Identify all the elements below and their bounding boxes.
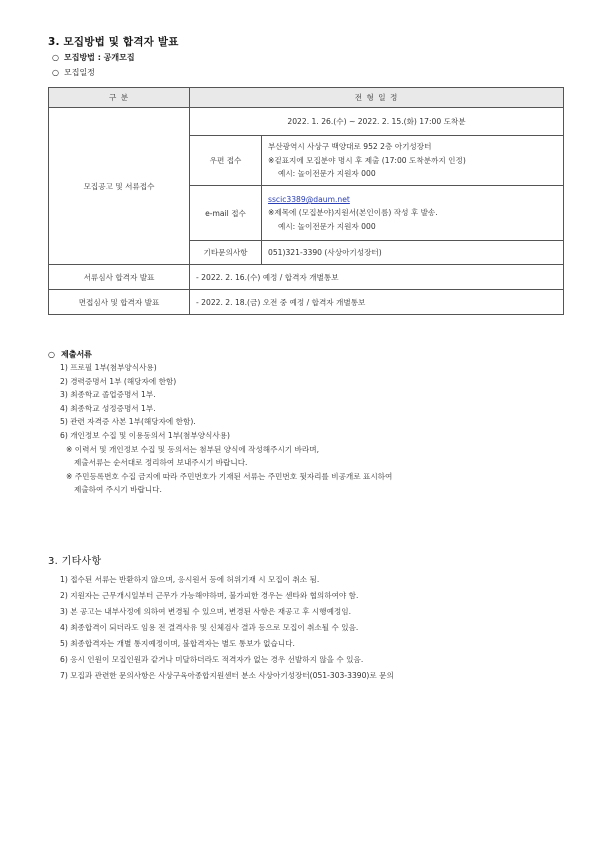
- documents-note: 제출하여 주시기 바랍니다.: [74, 485, 162, 495]
- email-note: ※제목에 (모집분야)지원서(본인이름) 작성 후 발송.: [268, 208, 438, 218]
- list-item: 1) 접수된 서류는 반환하지 않으며, 응시원서 등에 허위기재 시 모집이 취소 됨.: [60, 575, 320, 584]
- table-row: [49, 290, 564, 315]
- email-label: e-mail 접수: [190, 186, 262, 241]
- contact-value: 051)321-3390 (사상아기성장터): [262, 241, 564, 265]
- header-category: 구 분: [49, 88, 190, 108]
- other-list: [60, 572, 394, 684]
- documents-title: [48, 349, 92, 360]
- recruit-schedule-label: 모집일정: [64, 68, 95, 77]
- circle-bullet-icon: ○: [48, 350, 55, 359]
- list-item: 7) 모집과 관련한 문의사항은 사상구육아종합지원센터 분소 사상아기성장터(051-303-3390)로 문의: [60, 671, 394, 680]
- list-item: 3) 최종학교 졸업증명서 1부.: [60, 390, 156, 400]
- mail-example: 예시: 놀이전문가 지원자 000: [278, 169, 376, 179]
- other-section-title: 3. 기타사항: [48, 556, 102, 567]
- email-details: [262, 186, 564, 241]
- application-period: 2022. 1. 26.(수) ~ 2022. 2. 15.(화) 17:00 도착분: [190, 108, 564, 136]
- interview-value: - 2022. 2. 18.(금) 오전 중 예정 / 합격자 개별통보: [190, 290, 564, 315]
- list-item: 5) 최종합격자는 개별 통지예정이며, 불합격자는 별도 통보가 없습니다.: [60, 639, 295, 648]
- email-address-link[interactable]: sscic3389@daum.net: [268, 194, 350, 204]
- email-example: 예시: 놀이전문가 지원자 000: [278, 221, 376, 231]
- group-label-application: 모집공고 및 서류접수: [49, 108, 190, 265]
- list-item: 3) 본 공고는 내부사정에 의하여 변경될 수 있으며, 변경된 사항은 재공고 후 시행예정임.: [60, 607, 351, 616]
- list-item: 5) 관련 자격증 사본 1부(해당자에 한함).: [60, 417, 196, 427]
- schedule-table: [48, 87, 564, 315]
- section-title: 3. 모집방법 및 합격자 발표: [48, 36, 179, 48]
- table-row: [49, 265, 564, 290]
- mail-note: ※겉표지에 모집분야 명시 후 제출 (17:00 도착분까지 인정): [268, 155, 466, 165]
- header-schedule: 전 형 일 정: [190, 88, 564, 108]
- list-item: 2) 지원자는 근무개시일부터 근무가 가능해야하며, 불가피한 경우는 센타와 협의하여야 함.: [60, 591, 359, 600]
- documents-title-text: 제출서류: [61, 350, 92, 359]
- doc-result-value: - 2022. 2. 16.(수) 예정 / 합격자 개별통보: [190, 265, 564, 290]
- list-item: 2) 경력증명서 1부 (해당자에 한함): [60, 376, 177, 386]
- documents-list: [60, 361, 392, 497]
- mail-details: [262, 136, 564, 186]
- table-header-row: [49, 88, 564, 108]
- list-item: 6) 응시 인원이 모집인원과 같거나 미달하더라도 적격자가 없는 경우 선발하지 않을 수 있음.: [60, 655, 364, 664]
- documents-note: ※ 주민등록번호 수집 금지에 따라 주민번호가 기재된 서류는 주민번호 뒷자리를 비공개로 표시하여: [66, 471, 393, 481]
- mail-address: 부산광역시 사상구 백양대로 952 2층 아기성장터: [268, 142, 432, 152]
- documents-note: 제출서류는 순서대로 정리하여 보내주시기 바랍니다.: [74, 458, 248, 468]
- circle-bullet-icon: ○: [52, 68, 59, 77]
- contact-label: 기타문의사항: [190, 241, 262, 265]
- list-item: 1) 프로필 1부(첨부양식사용): [60, 363, 157, 372]
- table-row: [49, 108, 564, 136]
- recruit-schedule: [52, 67, 95, 78]
- list-item: 4) 최종합격이 되더라도 임용 전 결격사유 및 신체검사 결과 등으로 모집이 취소될 수 있음.: [60, 623, 359, 632]
- list-item: 6) 개인정보 수집 및 이용동의서 1부(첨부양식사용): [60, 430, 230, 440]
- doc-result-label: 서류심사 합격자 발표: [49, 265, 190, 290]
- recruit-method: [52, 52, 135, 63]
- documents-note: ※ 이력서 및 개인정보 수집 및 동의서는 첨부된 양식에 작성해주시기 바라며,: [66, 444, 319, 454]
- interview-label: 면접심사 및 합격자 발표: [49, 290, 190, 315]
- list-item: 4) 최종학교 성정증명서 1부.: [60, 403, 156, 413]
- circle-bullet-icon: ○: [52, 53, 59, 62]
- mail-label: 우편 접수: [190, 136, 262, 186]
- recruit-method-label: 모집방법 : 공개모집: [64, 53, 135, 62]
